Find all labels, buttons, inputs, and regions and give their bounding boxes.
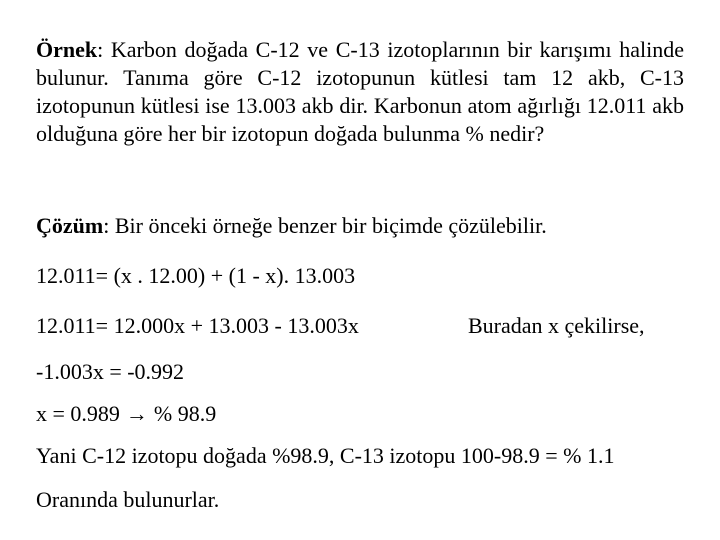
right-arrow-icon: → [125, 401, 148, 426]
conclusion-line-1: Yani C-12 izotopu doğada %98.9, C-13 izotopu 100-98.9 = % 1.1 [36, 443, 615, 468]
example-paragraph [36, 36, 684, 148]
conclusion-line-2: Oranında bulunurlar. [36, 487, 220, 512]
example-label: Örnek [36, 37, 98, 62]
equation-2-note: Buradan x çekilirse, [468, 313, 645, 338]
equation-1: 12.011= (x . 12.00) + (1 - x). 13.003 [36, 263, 356, 288]
example-text: : Karbon doğada C-12 ve C-13 izotoplarının bir karışımı halinde bulunur. Tanıma göre C-12 izotopunun kütlesi tam 12 akb, C-13 izotopunun kütlesi ise 13.003 akb dir. Karbonun atom ağırlığı 12.011 akb olduğuna göre her bir izotopun doğada bulunma % nedir? [36, 37, 684, 146]
solution-label: Çözüm [36, 213, 104, 238]
equation-2: 12.011= 12.000x + 13.003 - 13.003x [36, 313, 359, 338]
solution-text: : Bir önceki örneğe benzer bir biçimde çözülebilir. [103, 213, 547, 238]
equation-3: -1.003x = -0.992 [36, 359, 185, 384]
solution-line [36, 212, 547, 240]
equation-4-left: x = 0.989 [36, 401, 120, 426]
equation-4-right: % 98.9 [153, 401, 217, 426]
equation-4 [36, 400, 216, 428]
